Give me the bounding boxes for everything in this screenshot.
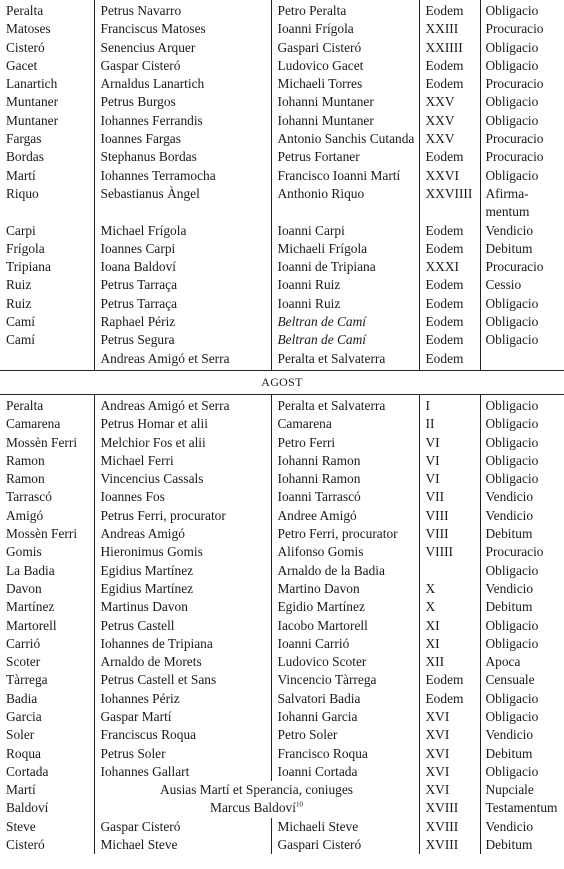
table-cell: Ioanni Ruiz [271,295,419,313]
table-cell: Eodem [419,331,480,349]
table-row [0,0,564,20]
table-row [0,415,564,433]
table-cell: Ioanni Ruiz [271,276,419,294]
table-row [0,452,564,470]
table-cell: Debitum [480,240,564,258]
table-cell: Obligacio [480,470,564,488]
table-cell: mentum [480,203,564,221]
table-cell: XVI [419,708,480,726]
table-cell: X [419,580,480,598]
table-cell: Ioannes Carpi [94,240,271,258]
table-cell: Cortada [0,763,94,781]
table-row [0,598,564,616]
table-row [0,203,564,221]
table-cell: VII [419,488,480,506]
table-cell: Gaspari Cisteró [271,836,419,854]
table-cell: VIII [419,525,480,543]
table-cell: Testamentum [480,799,564,817]
section-title: AGOST [0,370,564,394]
table-row [0,75,564,93]
table-cell: Obligacio [480,708,564,726]
table-cell: Martí [0,781,94,799]
table-cell: XXV [419,112,480,130]
table-cell: Arnaldus Lanartich [94,75,271,93]
table-row [0,726,564,744]
table-cell: Vendicio [480,222,564,240]
table-cell: Eodem [419,276,480,294]
table-cell: Michael Steve [94,836,271,854]
table-cell: Ioana Baldoví [94,258,271,276]
table-cell: Iacobo Martorell [271,617,419,635]
table-row [0,93,564,111]
table-row [0,240,564,258]
table-cell: Carrió [0,635,94,653]
table-cell: Martínez [0,598,94,616]
table-cell: Roqua [0,745,94,763]
table-cell: Procuracio [480,148,564,166]
table-row [0,331,564,349]
table-cell: Ioanni Frígola [271,20,419,38]
table-cell: Cisteró [0,836,94,854]
table-cell: Obligacio [480,167,564,185]
table-cell: Obligacio [480,415,564,433]
table-row [0,222,564,240]
table-cell: Camarena [271,415,419,433]
table-row [0,543,564,561]
table-cell: Ioanni Tarrascó [271,488,419,506]
table-cell: Ruiz [0,295,94,313]
table-cell: XXVI [419,167,480,185]
table-cell: Tripiana [0,258,94,276]
table-cell: Beltran de Camí [271,331,419,349]
table-cell: Andree Amigó [271,507,419,525]
table-cell: XXIII [419,20,480,38]
table-cell: Lanartich [0,75,94,93]
table-cell [271,203,419,221]
table-cell [0,350,94,371]
table-cell [94,203,271,221]
table-cell: Petrus Fortaner [271,148,419,166]
table-cell: Arnaldo de Morets [94,653,271,671]
table-cell: Franciscus Roqua [94,726,271,744]
table-cell: XXXI [419,258,480,276]
table-cell: Ioannes Fos [94,488,271,506]
table-cell: Salvatori Badia [271,690,419,708]
table-cell: Obligacio [480,617,564,635]
table-cell: Censuale [480,671,564,689]
table-row [0,350,564,371]
table-cell: Beltran de Camí [271,313,419,331]
table-cell: Andreas Amigó et Serra [94,350,271,371]
table-cell: Tarrascó [0,488,94,506]
table-cell: Iohannes Périz [94,690,271,708]
table-cell: Gaspar Martí [94,708,271,726]
table-row [0,148,564,166]
table-cell: Vincencius Cassals [94,470,271,488]
table-cell: Steve [0,818,94,836]
table-cell: Cessio [480,276,564,294]
table-cell: Iohanni Muntaner [271,93,419,111]
table-cell: La Badia [0,562,94,580]
table-cell: Obligacio [480,93,564,111]
table-cell: XVIII [419,799,480,817]
table-row [0,434,564,452]
table-cell: Cisteró [0,39,94,57]
table-cell: Obligacio [480,112,564,130]
table-row [0,112,564,130]
table-cell: Petro Ferri, procurator [271,525,419,543]
table-row [0,690,564,708]
table-row [0,635,564,653]
table-cell: Obligacio [480,690,564,708]
table-cell: Gomis [0,543,94,561]
table-cell: Vendicio [480,488,564,506]
table-cell: Mossèn Ferri [0,434,94,452]
table-cell: Ioannes Fargas [94,130,271,148]
table-cell: XII [419,653,480,671]
table-cell: Matoses [0,20,94,38]
table-cell: Eodem [419,222,480,240]
table-cell: Garcia [0,708,94,726]
table-cell: Martino Davon [271,580,419,598]
table-cell: Andreas Amigó [94,525,271,543]
table-cell: Obligacio [480,763,564,781]
table-cell [419,562,480,580]
table-cell: Martinus Davon [94,598,271,616]
table-cell: Amigó [0,507,94,525]
table-cell: Gaspari Cisteró [271,39,419,57]
table-block-august [0,394,564,854]
table-cell [480,350,564,371]
table-cell: Melchior Fos et alii [94,434,271,452]
table-cell: XVIII [419,836,480,854]
table-row [0,313,564,331]
table-cell: I [419,394,480,415]
table-row [0,745,564,763]
table-cell: Peralta [0,394,94,415]
table-cell: Ramon [0,470,94,488]
table-cell: Eodem [419,350,480,371]
table-cell: Eodem [419,690,480,708]
table-cell: Ioanni de Tripiana [271,258,419,276]
table-cell: Francisco Ioanni Martí [271,167,419,185]
table-cell: Procuracio [480,20,564,38]
table-cell: Ruiz [0,276,94,294]
table-cell: Egidius Martínez [94,562,271,580]
table-row [0,525,564,543]
table-cell: Vendicio [480,580,564,598]
table-cell: II [419,415,480,433]
table-cell: Apoca [480,653,564,671]
table-cell: Eodem [419,240,480,258]
table-cell: Eodem [419,0,480,20]
table-cell: Obligacio [480,0,564,20]
table-cell: Iohanni Garcia [271,708,419,726]
table-cell: Petrus Castell et Sans [94,671,271,689]
table-cell: VI [419,452,480,470]
table-cell: VIIII [419,543,480,561]
table-row [0,470,564,488]
table-cell: Francisco Roqua [271,745,419,763]
table-cell: Obligacio [480,295,564,313]
table-cell: Petrus Soler [94,745,271,763]
table-cell: Debitum [480,525,564,543]
table-row [0,708,564,726]
table-cell: Obligacio [480,434,564,452]
table-cell: XVI [419,763,480,781]
table-row [0,130,564,148]
table-row [0,653,564,671]
table-row [0,671,564,689]
table-cell [0,203,94,221]
table-row [0,258,564,276]
table-cell: Eodem [419,57,480,75]
table-cell: Obligacio [480,452,564,470]
table-cell: Obligacio [480,39,564,57]
table-cell: Ludovico Scoter [271,653,419,671]
table-cell: Procuracio [480,130,564,148]
table-cell: Eodem [419,75,480,93]
table-cell: Anthonio Riquo [271,185,419,203]
table-cell: Iohannes de Tripiana [94,635,271,653]
table-cell: Andreas Amigó et Serra [94,394,271,415]
spanning-text: Marcus Baldoví [210,800,296,816]
table-cell: Petrus Castell [94,617,271,635]
table-row [0,562,564,580]
table-cell: Martí [0,167,94,185]
table-cell: Iohanni Muntaner [271,112,419,130]
table-cell: Stephanus Bordas [94,148,271,166]
table-block-july [0,0,564,370]
table-cell: Obligacio [480,394,564,415]
table-cell: Gaspar Cisteró [94,818,271,836]
table-row [0,617,564,635]
table-cell: Obligacio [480,331,564,349]
table-row [0,488,564,506]
table-cell: Petrus Segura [94,331,271,349]
table-cell: Egidius Martínez [94,580,271,598]
table-cell: Iohannes Gallart [94,763,271,781]
table-cell: Procuracio [480,543,564,561]
table-row [0,507,564,525]
table-cell: Debitum [480,745,564,763]
table-cell: X [419,598,480,616]
table-row [0,167,564,185]
table-cell: Petrus Tarraça [94,295,271,313]
table-cell: Vincencio Tàrrega [271,671,419,689]
table-cell: Nupciale [480,781,564,799]
table-cell: Petrus Burgos [94,93,271,111]
table-cell: Sebastianus Àngel [94,185,271,203]
table-cell: Iohannes Ferrandis [94,112,271,130]
table-cell: Tàrrega [0,671,94,689]
table-cell: Petrus Homar et alii [94,415,271,433]
table-cell: Obligacio [480,57,564,75]
table-cell: Fargas [0,130,94,148]
table-cell: Michaeli Frígola [271,240,419,258]
table-cell: Eodem [419,295,480,313]
table-cell: XXVIIII [419,185,480,203]
section-header [0,370,564,394]
table-cell: Vendicio [480,507,564,525]
table-cell: Ludovico Gacet [271,57,419,75]
table-cell: Mossèn Ferri [0,525,94,543]
table-cell: Procuracio [480,258,564,276]
table-row [0,580,564,598]
table-row [0,20,564,38]
table-cell: Petrus Navarro [94,0,271,20]
table-cell: VI [419,434,480,452]
table-cell: Raphael Périz [94,313,271,331]
table-cell: Davon [0,580,94,598]
table-row [0,818,564,836]
table-cell: Alifonso Gomis [271,543,419,561]
spanning-text: Ausias Martí et Sperancia, coniuges [160,782,353,798]
table-cell: Vendicio [480,818,564,836]
table-cell: Antonio Sanchis Cutanda [271,130,419,148]
table-cell: Bordas [0,148,94,166]
table-cell: XXV [419,130,480,148]
table-cell: Petrus Ferri, procurator [94,507,271,525]
section-row [0,370,564,394]
table-cell: XI [419,617,480,635]
table-cell: Arnaldo de la Badia [271,562,419,580]
table-cell: Eodem [419,148,480,166]
table-cell: VI [419,470,480,488]
table-cell: Frígola [0,240,94,258]
table-row [0,836,564,854]
footnote-marker: 10 [295,801,303,809]
table-cell: Hieronimus Gomis [94,543,271,561]
table-cell: XVI [419,726,480,744]
table-cell: Eodem [419,313,480,331]
table-row [0,57,564,75]
table-cell: Eodem [419,671,480,689]
table-row-spanning [0,799,564,817]
table-cell: Michael Frígola [94,222,271,240]
table-cell: XVIII [419,818,480,836]
table-cell: Vendicio [480,726,564,744]
table-cell: Procuracio [480,75,564,93]
table-cell: Peralta [0,0,94,20]
table-cell: Camí [0,331,94,349]
table-cell: Michaeli Steve [271,818,419,836]
table-cell: Baldoví [0,799,94,817]
table-row [0,39,564,57]
table-cell: Petrus Tarraça [94,276,271,294]
table-cell: Gaspar Cisteró [94,57,271,75]
table-row [0,394,564,415]
spanning-cell [94,781,419,799]
table-cell: Afirma- [480,185,564,203]
table-cell: Camarena [0,415,94,433]
table-cell: Martorell [0,617,94,635]
table-cell: Iohanni Ramon [271,452,419,470]
table-cell: Petro Soler [271,726,419,744]
table-row [0,185,564,203]
table-cell: Debitum [480,836,564,854]
table-cell: XVI [419,745,480,763]
table-cell: XI [419,635,480,653]
table-cell: Ioanni Cortada [271,763,419,781]
table-cell: Riquo [0,185,94,203]
table-cell: Petro Peralta [271,0,419,20]
table-cell: Obligacio [480,635,564,653]
table-cell: XVI [419,781,480,799]
table-row [0,276,564,294]
table-cell: Michael Ferri [94,452,271,470]
table-cell: Obligacio [480,313,564,331]
table-cell: Debitum [480,598,564,616]
table-cell: XXV [419,93,480,111]
table-cell [419,203,480,221]
table-cell: Petro Ferri [271,434,419,452]
table-cell: Gacet [0,57,94,75]
table-cell: Obligacio [480,562,564,580]
table-cell: Franciscus Matoses [94,20,271,38]
table-cell: Muntaner [0,112,94,130]
table-cell: Ioanni Carpi [271,222,419,240]
table-cell: Camí [0,313,94,331]
table-cell: Muntaner [0,93,94,111]
table-cell: Peralta et Salvaterra [271,394,419,415]
spanning-cell [94,799,419,817]
table-cell: Peralta et Salvaterra [271,350,419,371]
table-cell: VIII [419,507,480,525]
table-cell: Badia [0,690,94,708]
table-cell: Iohanni Ramon [271,470,419,488]
table-row [0,295,564,313]
table-cell: Scoter [0,653,94,671]
table-cell: Ioanni Carrió [271,635,419,653]
table-cell: Carpi [0,222,94,240]
table-cell: Ramon [0,452,94,470]
table-cell: Soler [0,726,94,744]
table-cell: Michaeli Torres [271,75,419,93]
table-cell: Senencius Arquer [94,39,271,57]
table-cell: Iohannes Terramocha [94,167,271,185]
table-cell: XXIIII [419,39,480,57]
table-row-spanning [0,781,564,799]
table-row [0,763,564,781]
table-cell: Egidio Martínez [271,598,419,616]
